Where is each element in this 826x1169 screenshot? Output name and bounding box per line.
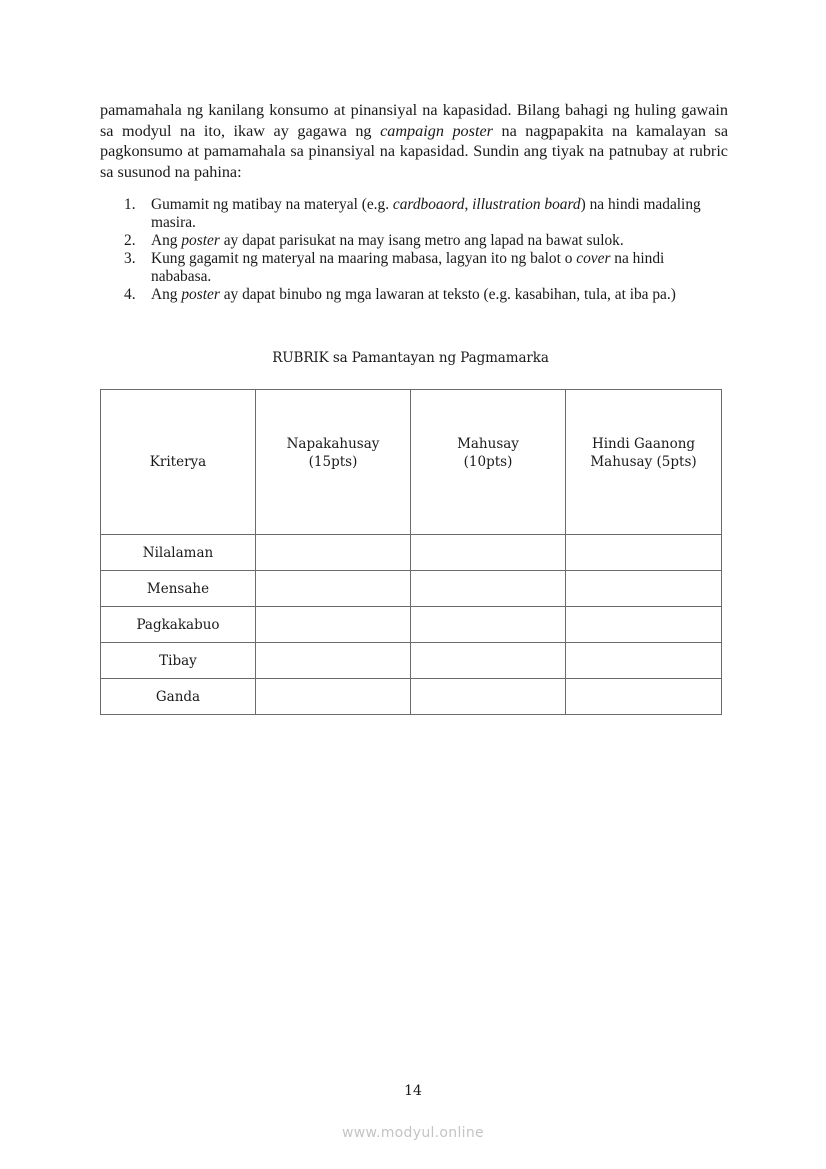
- criterion-label: Tibay: [101, 643, 256, 679]
- score-cell[interactable]: [566, 643, 722, 679]
- score-cell[interactable]: [256, 679, 411, 715]
- score-cell[interactable]: [256, 643, 411, 679]
- score-cell[interactable]: [566, 571, 722, 607]
- header-line: Kriterya: [149, 454, 207, 470]
- item-number: 1.: [124, 196, 136, 213]
- rubric-table: [100, 389, 722, 715]
- table-row: [101, 643, 722, 679]
- table-row: [101, 679, 722, 715]
- intro-text-part-2: na nagpapakita na kamalayan sa pagkonsumo at pamamahala sa pinansiyal na kapasidad. Sundin ang tiyak na patnubay at rubric sa susunod na pahina:: [100, 121, 729, 181]
- instruction-item-3: [124, 250, 728, 286]
- intro-text-italic: campaign poster: [380, 121, 493, 140]
- score-cell[interactable]: [256, 607, 411, 643]
- header-mahusay: [411, 390, 566, 535]
- rubric-header-row: [101, 390, 722, 535]
- score-cell[interactable]: [411, 607, 566, 643]
- header-line: (15pts): [308, 454, 358, 470]
- header-line: Hindi Gaanong: [591, 436, 696, 452]
- score-cell[interactable]: [566, 607, 722, 643]
- table-row: [101, 535, 722, 571]
- header-line: Napakahusay: [286, 436, 380, 452]
- instructions-list: [124, 196, 728, 304]
- item-text: Ang: [151, 232, 182, 249]
- header-hindi-gaanong-mahusay: [566, 390, 722, 535]
- item-text: ,: [464, 196, 473, 213]
- rubric-title: RUBRIK sa Pamantayan ng Pagmamarka: [272, 350, 549, 366]
- item-text: ay dapat parisukat na may isang metro ang lapad na bawat sulok.: [219, 232, 624, 249]
- criterion-label: Mensahe: [101, 571, 256, 607]
- item-text: na hindi nababasa.: [151, 250, 665, 285]
- instruction-item-4: [124, 286, 728, 304]
- item-italic: poster: [181, 286, 220, 303]
- score-cell[interactable]: [256, 571, 411, 607]
- score-cell[interactable]: [411, 643, 566, 679]
- score-cell[interactable]: [411, 679, 566, 715]
- header-line: Mahusay (5pts): [590, 454, 697, 470]
- item-text: Ang: [151, 286, 182, 303]
- criterion-label: Pagkakabuo: [101, 607, 256, 643]
- header-line: Mahusay: [457, 436, 519, 452]
- item-italic: poster: [181, 232, 220, 249]
- score-cell[interactable]: [566, 679, 722, 715]
- item-italic: illustration board: [472, 196, 581, 213]
- item-text: ay dapat binubo ng mga lawaran at teksto (e.g. kasabihan, tula, at iba pa.): [219, 286, 676, 303]
- watermark: www.modyul.online: [342, 1125, 484, 1141]
- header-line: (10pts): [463, 454, 513, 470]
- criterion-label: Ganda: [101, 679, 256, 715]
- item-text: Kung gagamit ng materyal na maaring mabasa, lagyan ito ng balot o: [151, 250, 577, 267]
- item-italic: cardboaord: [392, 196, 465, 213]
- header-napakahusay: [256, 390, 411, 535]
- page-number: 14: [404, 1083, 422, 1099]
- criterion-label: Nilalaman: [101, 535, 256, 571]
- score-cell[interactable]: [256, 535, 411, 571]
- instruction-item-1: [124, 196, 728, 232]
- item-number: 3.: [124, 250, 136, 267]
- item-number: 2.: [124, 232, 136, 249]
- table-row: [101, 607, 722, 643]
- intro-paragraph: [100, 100, 728, 182]
- header-kriterya: [101, 390, 256, 535]
- item-text: Gumamit ng matibay na materyal (e.g.: [151, 196, 393, 213]
- intro-text-part-1: pamamahala ng kanilang konsumo at pinansiyal na kapasidad. Bilang bahagi ng huling gawain sa modyul na ito, ikaw ay gagawa ng: [100, 101, 728, 140]
- score-cell[interactable]: [411, 535, 566, 571]
- item-italic: cover: [576, 250, 611, 267]
- score-cell[interactable]: [566, 535, 722, 571]
- instruction-item-2: [124, 232, 728, 250]
- table-row: [101, 571, 722, 607]
- item-number: 4.: [124, 286, 136, 303]
- item-text: ) na hindi madaling masira.: [151, 196, 701, 231]
- score-cell[interactable]: [411, 571, 566, 607]
